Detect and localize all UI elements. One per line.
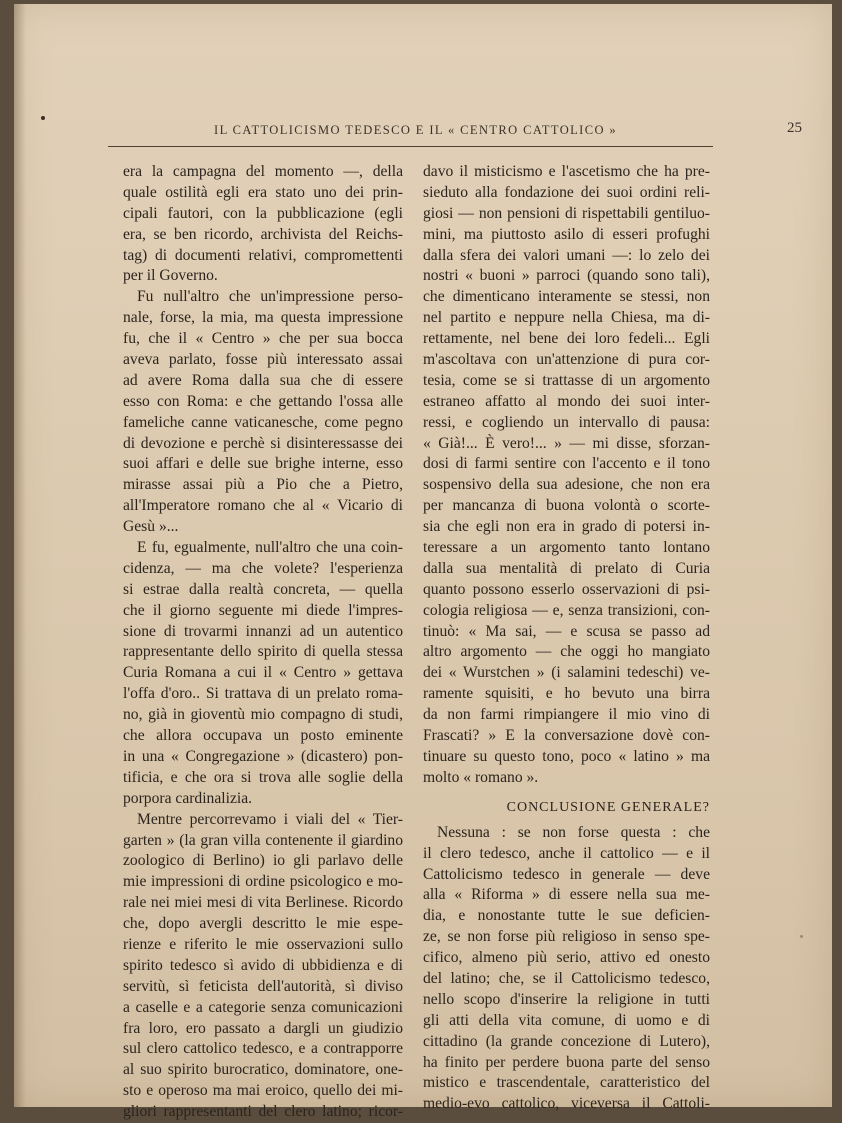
text-line: nostri « buoni » parroci (quando sono tali), — [423, 267, 710, 285]
text-line: aveva parlato, fosse più interessato assai — [123, 351, 403, 369]
text-line: dia, e nonostante tutte le sue deficien- — [423, 907, 710, 925]
text-line: al suo spirito burocratico, dominatore, one- — [123, 1061, 403, 1079]
text-line: di devozione e perchè si disinteressasse dei — [123, 434, 403, 452]
text-line: servitù, sì feticista dell'autorità, sì diviso — [123, 977, 403, 995]
text-line: fameliche canne vaticanesche, come pegno — [123, 413, 403, 431]
text-line: molto « romano ». — [423, 768, 539, 786]
page-number: 25 — [787, 120, 802, 136]
text-line: ad avere Roma dalla sua che di essere — [123, 371, 403, 389]
text-line: era, se ben ricordo, archivista del Reichs- — [123, 225, 403, 243]
text-line: gliori rappresentanti del clero latino; ricor- — [123, 1103, 403, 1121]
text-line: dalla sfera dei valori umani —: lo zelo dei — [423, 246, 710, 264]
text-line: altro argomento — che oggi ho mangiato — [423, 643, 710, 661]
text-line: suoi affari e delle sue brighe interne, esso — [123, 455, 403, 473]
text-line: ressi, e cogliendo un intervallo di pausa: — [423, 413, 710, 431]
text-line: E fu, egualmente, null'altro che una coin- — [137, 539, 403, 557]
text-line: era la campagna del momento —, della — [123, 163, 403, 180]
text-line: tag) di documenti relativi, compromettenti — [123, 246, 403, 264]
text-line: che, dopo avergli descritto le mie espe- — [123, 915, 403, 933]
text-line: sione di trovarmi innanzi ad un autentico — [123, 622, 403, 640]
text-line: rappresentante dello spirito di quella stessa — [123, 643, 403, 661]
text-line: no, già in gioventù mio compagno di studi, — [123, 706, 403, 724]
text-line: mini, ma piuttosto asilo di esseri profughi — [423, 225, 710, 243]
text-line: dosi di farmi sentire con l'accento e il tono — [423, 455, 710, 473]
text-line: Gesù »... — [123, 518, 179, 536]
text-line: gli atti della vita comune, di uomo e di — [423, 1011, 710, 1029]
text-line: rettamente, nel bene dei loro fedeli... Egli — [423, 330, 710, 348]
left-column — [123, 162, 403, 1123]
text-line: zoologico di Berlino) io gli parlavo delle — [123, 852, 403, 870]
text-line: sul clero cattolico tedesco, e a contrapporre — [123, 1040, 403, 1058]
text-line: sia che egli non era in grado di potersi in- — [423, 518, 710, 536]
text-line: cifico, almeno più serio, attivo ed onesto — [423, 949, 710, 967]
paper-speck — [800, 935, 803, 938]
text-line: ramente squisiti, e ho bevuto una birra — [423, 685, 710, 703]
text-line: da non farmi rimpiangere il mio vino di — [423, 706, 710, 724]
text-line: Nessuna : se non forse questa : che — [437, 823, 710, 841]
text-line: sospensivo della sua adesione, che non era — [423, 476, 710, 494]
text-line: spirito tedesco sì avido di ubbidienza e di — [123, 956, 403, 974]
text-line: Mentre percorrevamo i viali del « Tier- — [137, 810, 403, 828]
text-line: medio-evo cattolico, viceversa il Cattoli- — [423, 1095, 710, 1113]
ink-speck — [41, 116, 45, 120]
text-line: tesia, come se si trattasse di un argomento — [423, 371, 710, 389]
text-line: sto e operoso ma mai eroico, quello dei mi- — [123, 1082, 403, 1100]
text-line: che allora occupava un posto eminente — [123, 727, 403, 745]
text-line: mirasse assai più a Pio che a Pietro, — [123, 476, 403, 494]
text-line: fu, che il « Centro » che per sua bocca — [123, 330, 403, 348]
text-line: per mancanza di buona volontà o scorte- — [423, 497, 710, 515]
text-line: che il giorno seguente mi diede l'impres- — [123, 601, 403, 619]
text-line: tinuare su questo tono, poco « latino » ma — [423, 747, 710, 765]
text-line: cipali fautori, con la pubblicazione (egli — [123, 204, 403, 222]
text-line: a caselle e a categorie senza comunicazioni — [123, 998, 403, 1016]
text-line: teressare a un argomento tanto lontano — [423, 539, 710, 557]
conclusion-body — [423, 823, 710, 1115]
text-line: tificia, e che ora si trova alle soglie della — [123, 768, 403, 786]
text-line: mie impressioni di ordine psicologico e mo- — [123, 873, 403, 891]
header-rule — [108, 146, 713, 147]
text-line: ze, se non forse più religioso in senso spe- — [423, 928, 710, 946]
section-heading: CONCLUSIONE GENERALE? — [506, 799, 710, 815]
text-line: quanto possono esserlo osservazioni di psi- — [423, 580, 710, 598]
text-line: che dimenticano interamente se stessi, non — [423, 288, 710, 306]
text-line: si estrae dalla realtà concreta, — quella — [123, 580, 403, 598]
text-line: Curia Romana a cui il « Centro » gettava — [123, 664, 403, 682]
text-line: esso con Roma: e che gettando l'ossa alle — [123, 392, 403, 410]
text-line: rale nei miei mesi di vita Berlinese. Ricordo — [123, 894, 403, 912]
text-line: Frascati? » E la conversazione dovè con- — [423, 727, 710, 745]
text-line: « Già!... È vero!... » — mi disse, sforzan- — [423, 434, 710, 452]
book-page — [14, 4, 832, 1121]
text-line: giosi — non pensioni di rispettabili gentiluo- — [423, 204, 710, 222]
text-line: davo il misticismo e l'ascetismo che ha pre- — [423, 163, 710, 180]
text-line: nello scopo d'inserire la religione in tutti — [423, 990, 710, 1008]
text-line: mistico e trascendentale, caratteristico del — [423, 1074, 710, 1092]
text-line: per il Governo. — [123, 267, 218, 285]
text-line: Cattolicismo tedesco in generale — deve — [423, 865, 710, 883]
text-line: cittadino (la grande concezione di Lutero), — [423, 1032, 710, 1050]
text-line: cologia religiosa — e, senza transizioni, con- — [423, 601, 710, 619]
text-line: ha finito per perdere buona parte del senso — [423, 1053, 710, 1071]
running-head-title: IL CATTOLICISMO TEDESCO E IL « CENTRO CATTOLICO » — [214, 123, 618, 137]
text-line: quale ostilità egli era stato uno dei prin- — [123, 183, 403, 201]
text-line: garten » (la gran villa contenente il giardino — [123, 831, 403, 849]
text-line: alla « Riforma » di essere nella sua me- — [423, 886, 710, 904]
text-line: Fu null'altro che un'impressione perso- — [137, 288, 403, 306]
text-line: l'offa d'oro.. Si trattava di un prelato roma- — [123, 685, 403, 703]
text-line: nel partito e neppure nella Chiesa, ma di- — [423, 309, 710, 327]
text-line: fra loro, ero passato a dargli un giudizio — [123, 1019, 403, 1037]
text-line: rienze e riferito le mie osservazioni sullo — [123, 935, 403, 953]
text-line: dalla sua mentalità di prelato di Curia — [423, 559, 710, 577]
text-line: dei « Wurstchen » (i salamini tedeschi) ve- — [423, 664, 710, 682]
text-line: in una « Congregazione » (dicastero) pon- — [123, 747, 403, 765]
text-line: porpora cardinalizia. — [123, 789, 253, 807]
text-line: del latino; che, se il Cattolicismo tedesco, — [423, 969, 710, 987]
text-line: il clero tedesco, anche il cattolico — e il — [423, 844, 710, 862]
text-line: tinuò: « Ma sai, — e scusa se passo ad — [423, 622, 710, 640]
text-line: all'Imperatore romano che al « Vicario di — [123, 497, 403, 515]
text-line: sieduto alla fondazione dei suoi ordini reli- — [423, 183, 710, 201]
right-column-body — [423, 162, 710, 789]
text-line: nale, forse, la mia, ma questa impressione — [123, 309, 403, 327]
text-line: cidenza, — ma che volete? l'esperienza — [123, 559, 403, 577]
text-line: estraneo affatto al mondo dei suoi inter- — [423, 392, 710, 410]
right-column — [423, 162, 710, 1115]
text-line: m'ascoltava con un'attenzione di pura cor- — [423, 351, 710, 369]
